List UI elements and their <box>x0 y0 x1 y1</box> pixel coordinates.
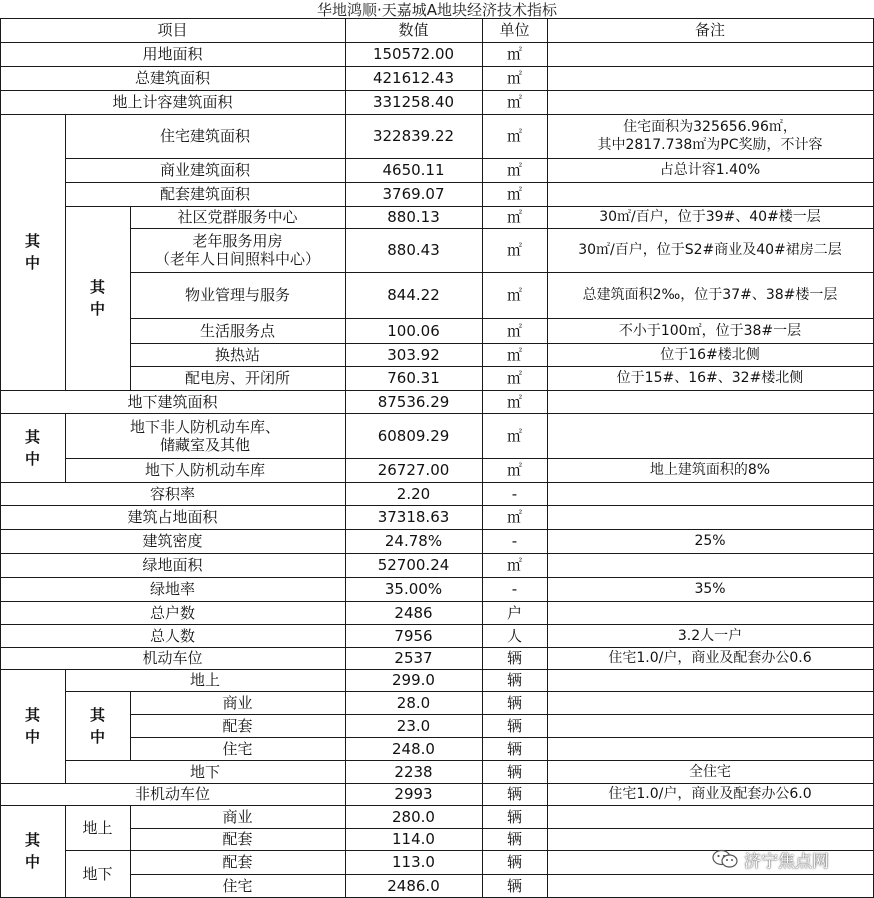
row-note <box>547 90 873 114</box>
grid-line <box>130 366 874 367</box>
row-note: 25% <box>694 533 726 549</box>
grid-line <box>65 114 66 390</box>
wechat-icon <box>712 849 738 869</box>
row-value: 37318.63 <box>377 508 450 526</box>
table-title: 华地鸿顺·天嘉城A地块经济技术指标 <box>316 0 558 19</box>
row-unit: ㎡ <box>506 461 522 479</box>
row-value: 760.31 <box>387 369 440 387</box>
row-note: 3.2人一户 <box>677 627 743 644</box>
grid-line <box>130 343 874 344</box>
row-unit: ㎡ <box>506 185 522 203</box>
grid-line <box>65 458 874 459</box>
group-under: 地下 <box>82 864 113 883</box>
row-unit: ㎡ <box>506 556 522 574</box>
row-note: 地上建筑面积的8% <box>649 462 771 478</box>
row-note <box>547 691 873 714</box>
grid-line <box>65 158 874 159</box>
row-note <box>547 390 873 413</box>
header-item: 项目 <box>157 21 188 39</box>
row-note: 全住宅 <box>689 763 731 780</box>
grid-line <box>130 737 874 738</box>
row-label: 地上计容建筑面积 <box>112 93 233 111</box>
grid-line <box>65 206 874 207</box>
watermark <box>712 848 829 870</box>
grid-line <box>130 828 874 829</box>
group-of-which: 其中 <box>89 705 105 746</box>
row-note: 总建筑面积2‰，位于37#、38#楼一层 <box>582 287 838 303</box>
row-label: 建筑密度 <box>142 532 203 550</box>
row-unit: ㎡ <box>506 369 522 387</box>
row-unit: - <box>511 580 518 598</box>
row-note: 30㎡/百户，位于39#、40#楼一层 <box>599 209 821 225</box>
row-note: 占总计容1.40% <box>659 162 761 178</box>
row-label: 容积率 <box>149 484 195 503</box>
row-label: 住宅建筑面积 <box>159 127 250 145</box>
group-of-which: 其中 <box>24 427 40 468</box>
row-unit: ㎡ <box>506 241 522 259</box>
grid-line <box>65 182 874 183</box>
row-unit: - <box>511 484 518 503</box>
grid-line <box>0 90 874 91</box>
row-note <box>547 601 873 624</box>
grid-line <box>0 624 874 625</box>
row-note: 35% <box>694 581 726 597</box>
row-note <box>547 482 873 505</box>
row-value: 421612.43 <box>372 69 455 87</box>
grid-line <box>65 760 874 761</box>
row-label: 商业 <box>222 807 253 826</box>
grid-line <box>130 272 874 273</box>
row-unit: ㎡ <box>506 426 522 445</box>
row-note: 位于15#、16#、32#楼北侧 <box>616 370 804 386</box>
row-note: 位于16#楼北侧 <box>660 346 760 363</box>
grid-line <box>0 577 874 578</box>
row-note <box>547 42 873 66</box>
row-label: 住宅 <box>222 739 253 758</box>
row-label: 地下非人防机动车库、 储藏室及其他 <box>129 417 280 454</box>
group-of-which: 其中 <box>24 706 40 746</box>
row-value: 303.92 <box>387 345 440 364</box>
row-unit: 辆 <box>506 762 522 781</box>
row-value: 114.0 <box>392 830 435 848</box>
row-value: 2.20 <box>396 484 431 503</box>
grid-line <box>0 42 874 43</box>
row-unit: 辆 <box>506 649 522 667</box>
grid-line <box>0 783 874 784</box>
row-value: 844.22 <box>387 286 440 304</box>
row-note <box>547 182 873 206</box>
row-unit: 辆 <box>506 671 522 689</box>
row-unit: 辆 <box>506 716 522 735</box>
row-unit: ㎡ <box>506 392 522 411</box>
row-label: 非机动车位 <box>134 785 210 803</box>
grid-line <box>0 66 874 67</box>
row-note <box>547 669 873 691</box>
row-value: 2238 <box>394 762 433 781</box>
row-note: 30㎡/百户，位于S2#商业及40#裙房二层 <box>578 242 842 258</box>
row-note <box>547 505 873 529</box>
row-note <box>547 737 873 760</box>
grid-line <box>130 714 874 715</box>
row-value: 60809.29 <box>377 426 450 445</box>
row-unit: ㎡ <box>506 93 522 111</box>
row-value: 87536.29 <box>377 392 450 411</box>
row-label: 绿地率 <box>149 580 195 598</box>
grid-line <box>547 18 548 897</box>
header-unit: 单位 <box>499 21 530 39</box>
row-unit: ㎡ <box>506 161 522 179</box>
grid-line <box>0 18 874 19</box>
grid-line <box>0 601 874 602</box>
row-label: 社区党群服务中心 <box>177 208 298 226</box>
row-value: 52700.24 <box>377 556 450 574</box>
row-value: 26727.00 <box>377 461 450 479</box>
row-value: 248.0 <box>392 739 435 758</box>
grid-line <box>345 18 346 897</box>
row-label: 机动车位 <box>142 649 203 667</box>
row-unit: 辆 <box>506 739 522 758</box>
row-unit: ㎡ <box>506 286 522 304</box>
grid-line <box>130 206 131 390</box>
row-label: 绿地面积 <box>142 556 203 574</box>
row-note: 住宅面积为325656.96㎡， 其中2817.738㎡为PC奖励，不计容 <box>597 119 823 153</box>
row-value: 35.00% <box>384 580 443 598</box>
row-note: 不小于100㎡，位于38#一层 <box>618 322 802 339</box>
grid-line <box>130 691 131 760</box>
row-label: 物业管理与服务 <box>184 286 290 304</box>
row-label: 老年服务用房 （老年人日间照料中心） <box>154 232 320 268</box>
row-label: 建筑占地面积 <box>127 508 218 526</box>
row-unit: ㎡ <box>506 508 522 526</box>
header-note: 备注 <box>694 21 725 39</box>
row-value: 113.0 <box>392 853 435 871</box>
row-label: 地下建筑面积 <box>127 392 218 411</box>
grid-line <box>0 390 874 391</box>
row-note: 住宅1.0/户，商业及配套办公6.0 <box>608 786 812 802</box>
row-unit: 辆 <box>506 693 522 712</box>
row-value: 299.0 <box>392 671 435 689</box>
row-value: 3769.07 <box>382 185 445 203</box>
group-of-which: 其中 <box>89 278 105 318</box>
row-label: 地下 <box>189 762 220 781</box>
row-value: 100.06 <box>387 321 440 340</box>
row-unit: 户 <box>506 603 522 622</box>
row-label: 配套 <box>222 830 253 848</box>
row-value: 2537 <box>394 649 433 667</box>
grid-line <box>0 413 874 414</box>
row-label: 配套建筑面积 <box>159 185 250 203</box>
group-of-which: 其中 <box>24 232 40 272</box>
row-value: 880.13 <box>387 208 440 226</box>
row-unit: ㎡ <box>506 69 522 87</box>
row-value: 7956 <box>394 626 433 645</box>
row-label: 换热站 <box>214 345 260 364</box>
grid-line <box>0 805 874 806</box>
row-value: 2486.0 <box>387 876 440 895</box>
row-note <box>547 714 873 737</box>
group-above: 地上 <box>82 818 113 837</box>
row-note <box>547 66 873 90</box>
row-label: 生活服务点 <box>199 321 275 340</box>
grid-line <box>130 805 131 897</box>
row-note <box>547 874 873 897</box>
grid-line <box>0 18 1 897</box>
row-value: 150572.00 <box>372 45 455 63</box>
row-note: 住宅1.0/户，商业及配套办公0.6 <box>608 650 812 666</box>
row-value: 280.0 <box>392 807 435 826</box>
row-unit: ㎡ <box>506 345 522 364</box>
row-unit: 辆 <box>506 876 522 895</box>
row-value: 2486 <box>394 603 433 622</box>
grid-line <box>65 413 66 482</box>
row-unit: 人 <box>506 626 522 645</box>
row-label: 地上 <box>189 671 220 689</box>
group-of-which: 其中 <box>24 831 40 871</box>
grid-line <box>0 529 874 530</box>
row-note <box>547 413 873 458</box>
row-label: 商业建筑面积 <box>159 161 250 179</box>
grid-line <box>0 669 874 670</box>
row-note <box>547 805 873 828</box>
grid-line <box>0 647 874 648</box>
header-value: 数值 <box>398 21 429 39</box>
row-unit: ㎡ <box>506 45 522 63</box>
row-unit: 辆 <box>506 807 522 826</box>
grid-line <box>0 482 874 483</box>
row-value: 331258.40 <box>372 93 455 111</box>
row-unit: ㎡ <box>506 127 522 145</box>
grid-line <box>0 505 874 506</box>
grid-line <box>65 805 66 897</box>
row-unit: 辆 <box>506 785 522 803</box>
row-label: 总人数 <box>149 626 195 645</box>
row-value: 28.0 <box>396 693 431 712</box>
watermark-text: 济宁焦点网 <box>744 851 829 872</box>
grid-line <box>130 874 874 875</box>
grid-line <box>130 228 874 229</box>
row-value: 880.43 <box>387 241 440 259</box>
row-note <box>547 553 873 577</box>
row-label: 用地面积 <box>142 45 203 63</box>
grid-line <box>482 18 483 897</box>
row-unit: 辆 <box>506 830 522 848</box>
row-unit: 辆 <box>506 853 522 871</box>
row-label: 商业 <box>222 693 253 712</box>
row-value: 23.0 <box>396 716 431 735</box>
row-value: 24.78% <box>384 532 443 550</box>
row-value: 4650.11 <box>382 161 445 179</box>
row-label: 配套 <box>222 853 253 871</box>
grid-line <box>0 114 874 115</box>
row-value: 322839.22 <box>372 127 455 145</box>
row-label: 总户数 <box>149 603 195 622</box>
row-label: 地下人防机动车库 <box>144 461 265 479</box>
row-label: 配套 <box>222 716 253 735</box>
row-label: 住宅 <box>222 876 253 895</box>
grid-line <box>130 318 874 319</box>
grid-line <box>65 691 874 692</box>
row-unit: - <box>511 532 518 550</box>
row-unit: ㎡ <box>506 208 522 226</box>
row-value: 2993 <box>394 785 433 803</box>
row-label: 配电房、开闭所 <box>184 369 290 387</box>
grid-line <box>65 669 66 783</box>
row-label: 总建筑面积 <box>134 69 210 87</box>
grid-line <box>0 553 874 554</box>
row-unit: ㎡ <box>506 321 522 340</box>
